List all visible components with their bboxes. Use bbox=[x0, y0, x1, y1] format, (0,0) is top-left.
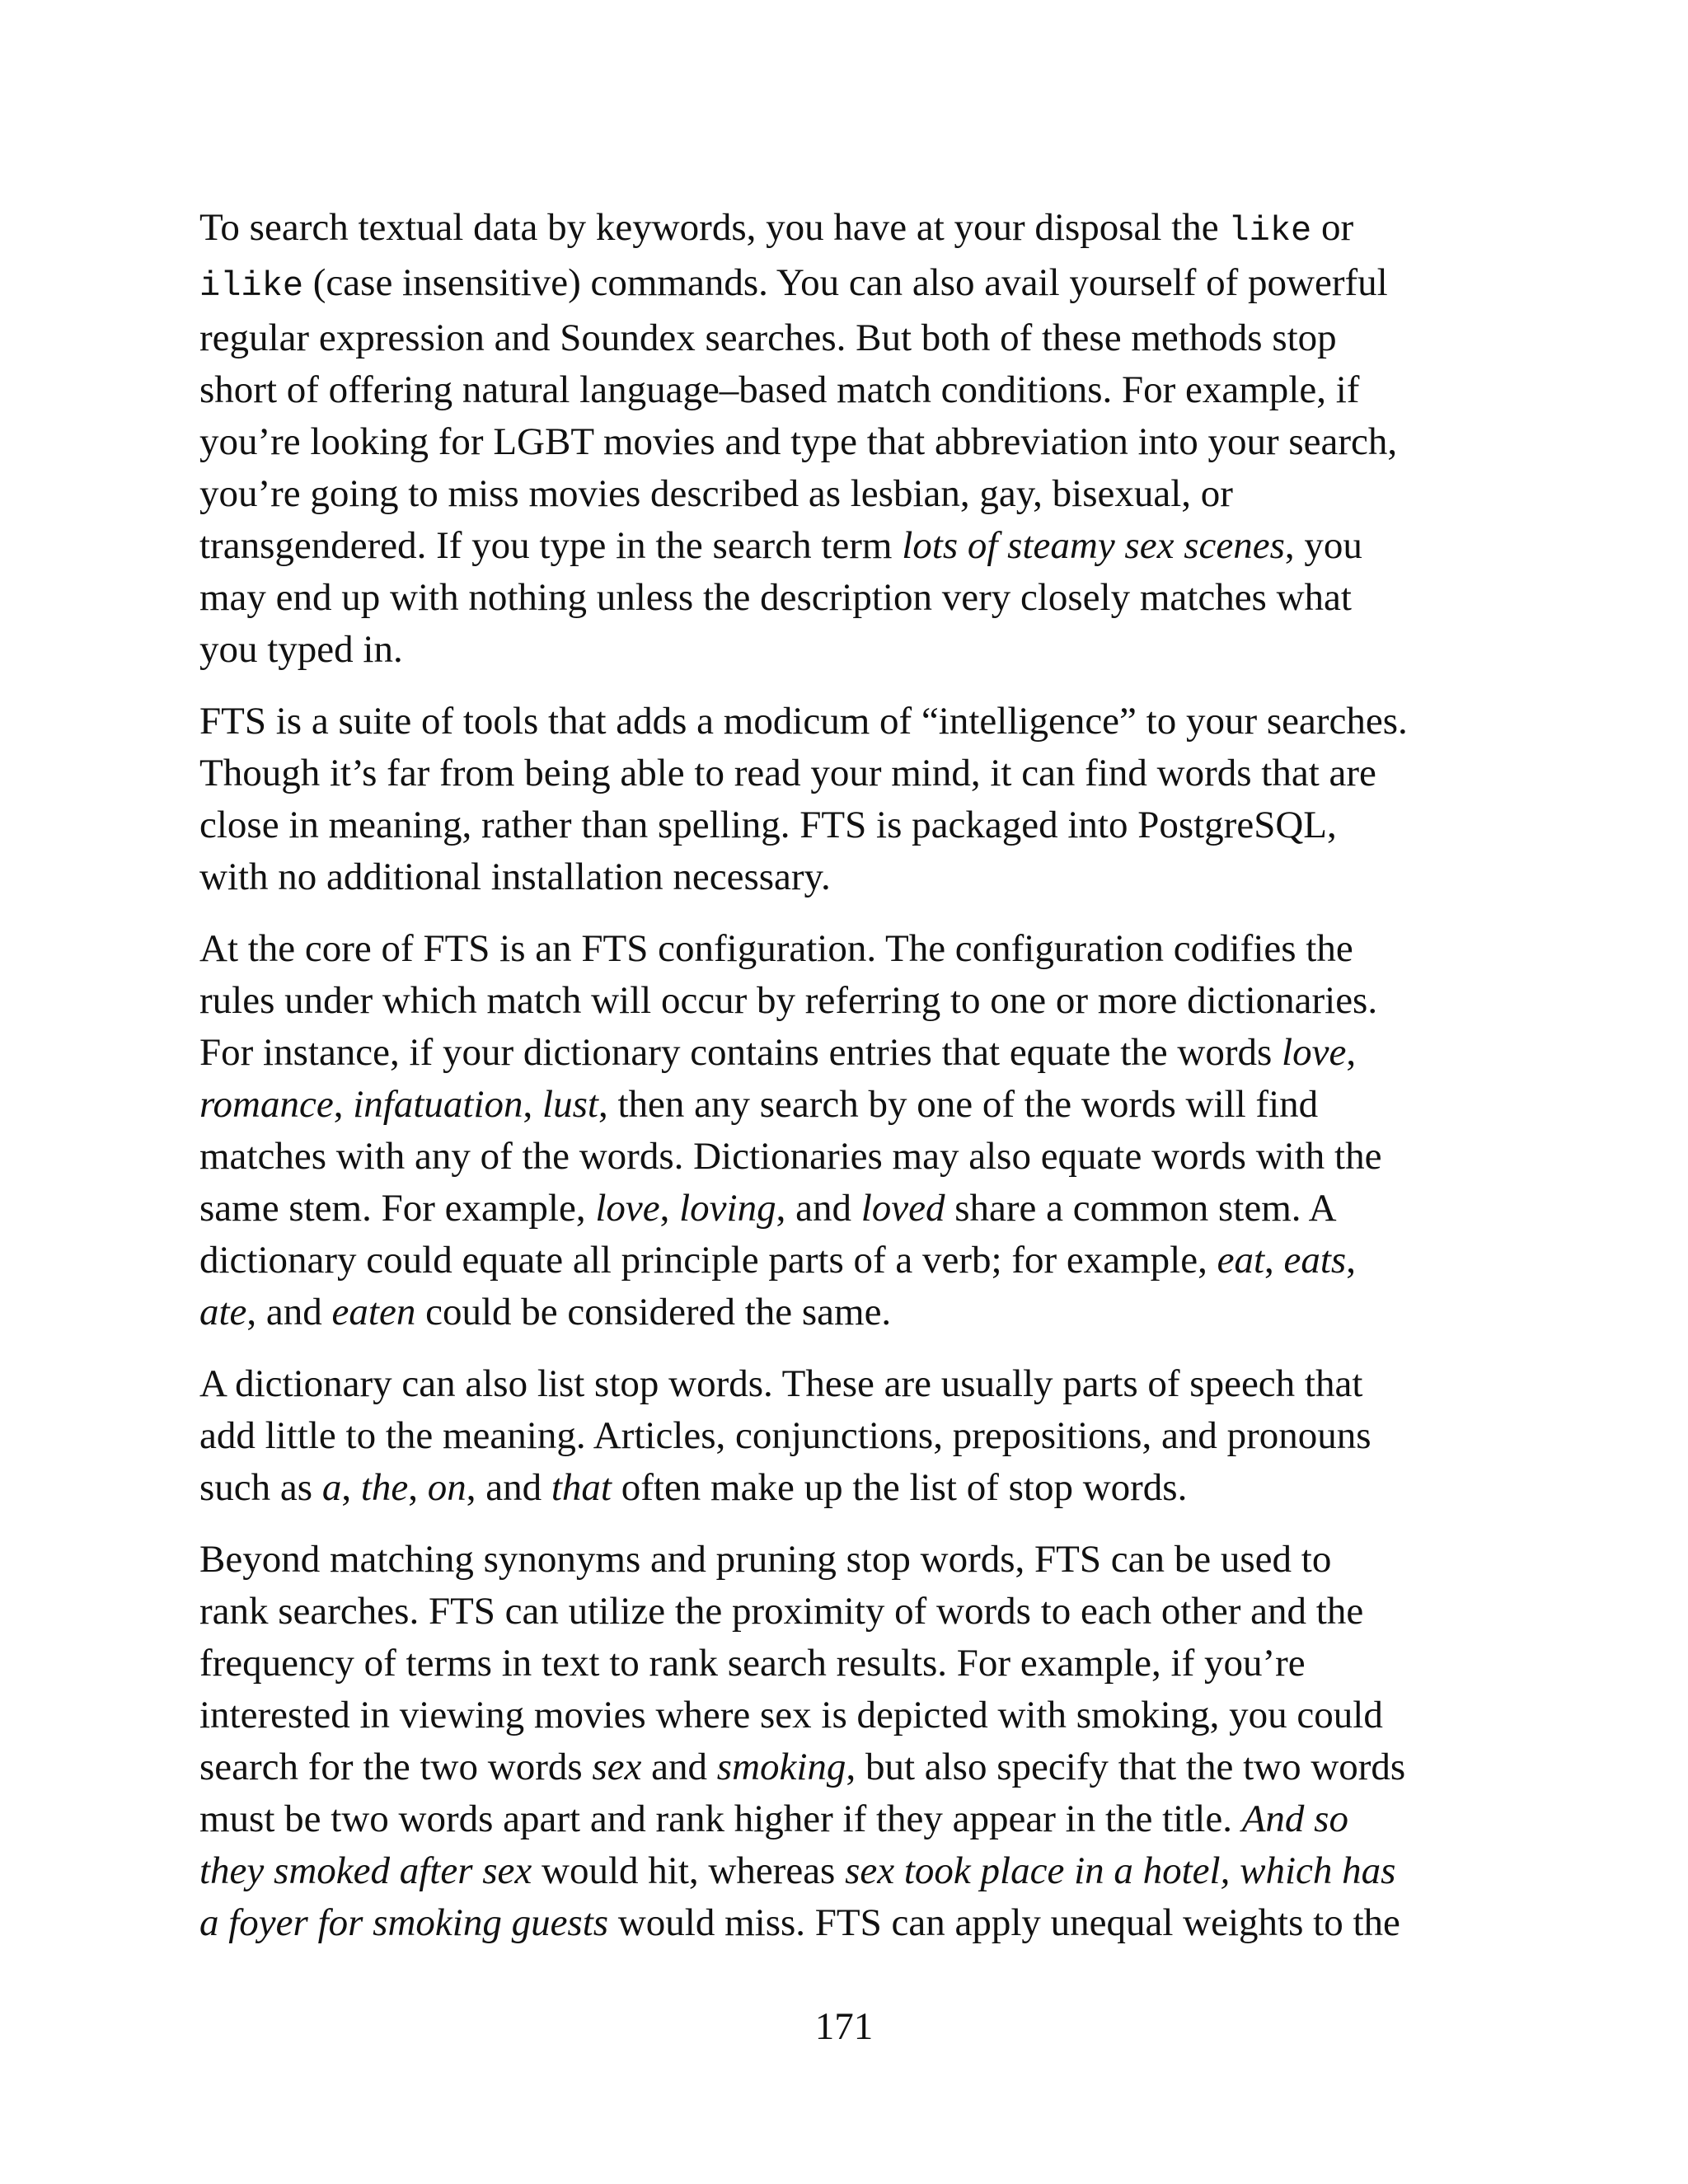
text-run: , bbox=[523, 1083, 543, 1126]
text-run: , and bbox=[466, 1466, 551, 1509]
text-run: frequency of terms in text to rank search results. For example, if you’re bbox=[199, 1642, 1306, 1685]
text-line bbox=[199, 1897, 1518, 1949]
text-run: Beyond matching synonyms and pruning stop words, FTS can be used to bbox=[199, 1538, 1332, 1581]
text-run: transgendered. If you type in the search term bbox=[199, 524, 903, 567]
text-run: or bbox=[1311, 206, 1354, 249]
text-run: often make up the list of stop words. bbox=[611, 1466, 1188, 1509]
text-run: , bbox=[1346, 1031, 1357, 1074]
text-run: A dictionary can also list stop words. These are usually parts of speech that bbox=[199, 1362, 1363, 1405]
text-run: FTS is a suite of tools that adds a modicum of “intelligence” to your searches. bbox=[199, 700, 1408, 743]
text-run: , bbox=[341, 1466, 361, 1509]
text-line bbox=[199, 364, 1518, 416]
italic-text: love bbox=[1282, 1031, 1347, 1074]
text-run: (case insensitive) commands. You can also avail yourself of powerful bbox=[303, 261, 1388, 304]
text-run: , but also specify that the two words bbox=[846, 1746, 1406, 1788]
italic-text: eats bbox=[1283, 1239, 1347, 1282]
text-run: could be considered the same. bbox=[415, 1291, 892, 1333]
text-run: , then any search by one of the words will find bbox=[598, 1083, 1319, 1126]
text-run: Though it’s far from being able to read your mind, it can find words that are bbox=[199, 752, 1376, 794]
text-run: , bbox=[333, 1083, 354, 1126]
text-line bbox=[199, 1286, 1518, 1338]
text-run: must be two words apart and rank higher if they appear in the title. bbox=[199, 1797, 1242, 1840]
text-line bbox=[199, 520, 1518, 572]
text-run: may end up with nothing unless the description very closely matches what bbox=[199, 576, 1352, 619]
text-run: you’re looking for LGBT movies and type that abbreviation into your search, bbox=[199, 420, 1398, 463]
italic-text: a foyer for smoking guests bbox=[199, 1901, 609, 1944]
italic-text: eat bbox=[1217, 1239, 1264, 1282]
italic-text: sex took place in a hotel, which has bbox=[845, 1849, 1396, 1892]
paragraph bbox=[199, 1534, 1518, 1949]
text-run: interested in viewing movies where sex is depicted with smoking, you could bbox=[199, 1694, 1383, 1736]
italic-text: And so bbox=[1241, 1797, 1348, 1840]
text-line bbox=[199, 1741, 1518, 1793]
paragraph bbox=[199, 1358, 1518, 1514]
italic-text: love bbox=[595, 1187, 660, 1230]
text-run: , bbox=[1264, 1239, 1284, 1282]
text-line bbox=[199, 1183, 1518, 1235]
paragraph bbox=[199, 696, 1518, 903]
italic-text: romance bbox=[199, 1083, 334, 1126]
text-run: short of offering natural language–based match conditions. For example, if bbox=[199, 368, 1360, 411]
text-run: , and bbox=[776, 1187, 861, 1230]
italic-text: ate bbox=[199, 1291, 247, 1333]
text-run: At the core of FTS is an FTS configuration. The configuration codifies the bbox=[199, 927, 1353, 970]
text-run: , bbox=[408, 1466, 428, 1509]
italic-text: eaten bbox=[331, 1291, 416, 1333]
text-line bbox=[199, 851, 1518, 903]
text-run: would miss. FTS can apply unequal weights to the bbox=[608, 1901, 1400, 1944]
text-run: you typed in. bbox=[199, 628, 403, 671]
text-run: dictionary could equate all principle parts of a verb; for example, bbox=[199, 1239, 1217, 1282]
text-run: would hit, whereas bbox=[532, 1849, 846, 1892]
italic-text: that bbox=[551, 1466, 612, 1509]
text-line bbox=[199, 416, 1518, 468]
text-run: rules under which match will occur by referring to one or more dictionaries. bbox=[199, 979, 1378, 1022]
italic-text: a bbox=[321, 1466, 342, 1509]
text-run: For instance, if your dictionary contains entries that equate the words bbox=[199, 1031, 1282, 1074]
text-run: with no additional installation necessary. bbox=[199, 855, 831, 898]
paragraph bbox=[199, 202, 1518, 676]
body-text bbox=[199, 202, 1518, 1969]
text-run: add little to the meaning. Articles, conjunctions, prepositions, and pronouns bbox=[199, 1414, 1372, 1457]
text-run: matches with any of the words. Dictionaries may also equate words with the bbox=[199, 1135, 1382, 1178]
text-run: , you bbox=[1284, 524, 1362, 567]
text-line bbox=[199, 1027, 1518, 1079]
text-line bbox=[199, 1079, 1518, 1131]
text-run: you’re going to miss movies described as lesbian, gay, bisexual, or bbox=[199, 472, 1233, 515]
italic-text: sex bbox=[592, 1746, 642, 1788]
text-run: rank searches. FTS can utilize the proximity of words to each other and the bbox=[199, 1590, 1364, 1633]
text-line bbox=[199, 1586, 1518, 1638]
text-line bbox=[199, 1410, 1518, 1462]
text-run: , bbox=[1346, 1239, 1356, 1282]
text-line bbox=[199, 1638, 1518, 1690]
text-line bbox=[199, 1235, 1518, 1286]
text-run: such as bbox=[199, 1466, 322, 1509]
text-line bbox=[199, 975, 1518, 1027]
text-line bbox=[199, 1845, 1518, 1897]
text-line bbox=[199, 1534, 1518, 1586]
text-line bbox=[199, 1462, 1518, 1514]
text-run: regular expression and Soundex searches. But both of these methods stop bbox=[199, 316, 1337, 359]
page-number: 171 bbox=[814, 2005, 874, 2048]
italic-text: infatuation bbox=[353, 1083, 523, 1126]
text-line bbox=[199, 923, 1518, 975]
italic-text: the bbox=[360, 1466, 409, 1509]
text-line bbox=[199, 312, 1518, 364]
text-line bbox=[199, 1690, 1518, 1741]
text-line bbox=[199, 1131, 1518, 1183]
text-line bbox=[199, 572, 1518, 624]
italic-text: they smoked after sex bbox=[199, 1849, 532, 1892]
text-line bbox=[199, 1793, 1518, 1845]
text-run: , bbox=[659, 1187, 680, 1230]
text-line bbox=[199, 1358, 1518, 1410]
text-line bbox=[199, 696, 1518, 748]
paragraph bbox=[199, 923, 1518, 1338]
italic-text: lots of steamy sex scenes bbox=[902, 524, 1285, 567]
inline-code: like bbox=[1228, 211, 1312, 251]
text-run: close in meaning, rather than spelling. FTS is packaged into PostgreSQL, bbox=[199, 804, 1337, 846]
italic-text: lust bbox=[542, 1083, 598, 1126]
text-run: , and bbox=[246, 1291, 332, 1333]
text-line bbox=[199, 624, 1518, 676]
italic-text: smoking bbox=[716, 1746, 846, 1788]
text-line bbox=[199, 748, 1518, 799]
text-run: search for the two words bbox=[199, 1746, 593, 1788]
text-run: To search textual data by keywords, you have at your disposal the bbox=[199, 206, 1229, 249]
text-line bbox=[199, 202, 1518, 257]
text-line bbox=[199, 257, 1518, 312]
text-line bbox=[199, 468, 1518, 520]
inline-code: ilike bbox=[199, 266, 304, 306]
text-run: same stem. For example, bbox=[199, 1187, 596, 1230]
italic-text: on bbox=[427, 1466, 467, 1509]
italic-text: loved bbox=[860, 1187, 945, 1230]
text-line bbox=[199, 799, 1518, 851]
text-run: and bbox=[641, 1746, 717, 1788]
italic-text: loving bbox=[679, 1187, 776, 1230]
text-run: share a common stem. A bbox=[945, 1187, 1337, 1230]
